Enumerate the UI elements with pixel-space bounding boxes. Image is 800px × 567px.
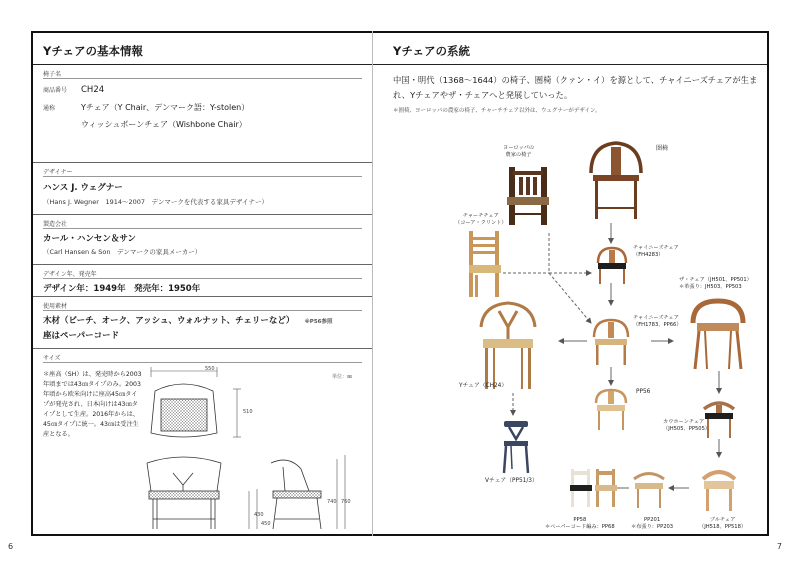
design-release-year: デザイン年：1949年 発売年：1950年: [43, 284, 201, 294]
section-label: 椅子名: [43, 71, 62, 78]
maker-name: カール・ハンセン＆サン: [43, 234, 136, 244]
material-wood: [43, 314, 332, 326]
label-y-chair: Yチェア（CH24）: [459, 383, 508, 389]
page-number-left: 6: [8, 542, 14, 551]
pp58-chair-image: [569, 465, 617, 509]
section-rule: [43, 278, 362, 279]
product-number-key: 商品番号: [43, 87, 68, 94]
alias-row: [43, 102, 249, 113]
section-material: [33, 297, 372, 349]
section-size: [33, 349, 372, 534]
label-pp201: PP201 ＊布張り：PP203: [631, 517, 674, 530]
chinese-chair-fh4283-image: [595, 245, 629, 285]
side-view: [271, 460, 321, 529]
label-pp58: PP58 ＊ペーパーコード編み：PP68: [545, 517, 615, 530]
left-page: [33, 33, 372, 534]
section-designer: [33, 163, 372, 215]
the-chair-image: [689, 297, 747, 371]
alias-key: 通称: [43, 105, 56, 112]
dim-height-2: 760: [341, 499, 351, 505]
intro-text: 中国・明代（1368～1644）の椅子、圏椅（クァン・イ）を源として、チャイニーズチェアが生まれ、Yチェアやザ・チェアへと発展していった。: [393, 75, 758, 100]
pp201-chair-image: [631, 465, 667, 509]
alias-1: Yチェア（Y Chair、デンマーク語：Y-stolen）: [81, 103, 250, 112]
seat-height-note: ＊座高（SH）は、発売時から2003年頃までは43㎝タイプのみ。2003年頃から欧米向けに座高45㎝タイプが発売され、日本向けは43㎝タイプとして生産。2016年からは、45㎝タイプに統一。43㎝は受注生産となる。: [43, 371, 142, 438]
intro-note: ＊圏椅、ヨーロッパの農家の椅子、チャーチチェア以外は、ウェグナーがデザイン。: [393, 108, 601, 114]
section-maker: [33, 215, 372, 265]
dimension-drawing: [133, 363, 369, 533]
label-chinese-chair-fh4283: チャイニーズチェア （FH4283）: [633, 245, 679, 258]
alias-2: ウィッシュボーンチェア（Wishbone Chair）: [81, 120, 247, 129]
page-number-right: 7: [776, 542, 782, 551]
product-number-row: [43, 85, 104, 95]
section-label: デザイン年、発売年: [43, 271, 97, 278]
bull-chair-image: [699, 461, 739, 513]
right-page: [373, 33, 767, 534]
dim-seat-1: 430: [254, 512, 264, 518]
label-cowhorn-chair: カウホーンチェア （JH505、PP505）: [663, 419, 711, 432]
material-seat: 座はペーパーコード: [43, 331, 120, 341]
page-title: Yチェアの基本情報: [43, 44, 143, 58]
unit-label: 単位：㎜: [331, 374, 352, 380]
dim-seat-2: 450: [261, 521, 271, 527]
section-year: [33, 265, 372, 297]
label-church-chair: チャーチチェア （コーア・クリント）: [455, 213, 507, 226]
designer-name: ハンス J. ウェグナー: [43, 183, 123, 193]
v-chair-image: [501, 417, 531, 475]
section-rule: [43, 228, 362, 229]
section-rule: [43, 78, 362, 79]
plan-view: [151, 384, 217, 437]
maker-detail: （Carl Hansen & Son デンマークの家具メーカー）: [43, 248, 202, 256]
material-wood-text: 木材（ビーチ、オーク、アッシュ、ウォルナット、チェリーなど）: [43, 316, 295, 326]
quan-yi-chair-image: [587, 137, 645, 221]
front-view: [147, 457, 221, 529]
label-bull-chair: ブルチェア （JH518、PP518）: [699, 517, 747, 530]
farmhouse-chair-image: [505, 165, 551, 227]
section-rule: [43, 176, 362, 177]
material-wood-note: ※P56参照: [304, 319, 333, 325]
dim-height-1: 740: [327, 499, 337, 505]
page-title: Yチェアの系統: [393, 44, 470, 58]
y-chair-image: [477, 297, 539, 391]
label-chinese-chair-fh1783: チャイニーズチェア （FH1783、PP66）: [633, 315, 682, 328]
chinese-chair-fh1783-image: [591, 317, 631, 367]
section-label: 製造会社: [43, 221, 68, 228]
section-label: サイズ: [43, 355, 61, 362]
label-v-chair: Vチェア（PP51/3）: [485, 478, 538, 484]
product-number: CH24: [81, 85, 105, 95]
label-the-chair: ザ・チェア（JH501、PP501） ＊革張り：JH503、PP503: [679, 277, 752, 290]
dim-depth: 510: [243, 409, 253, 415]
designer-detail: （Hans J. Wegner 1914～2007 デンマークを代表する家具デザイナー）: [43, 198, 268, 206]
label-farmhouse-chair: ヨーロッパの 農家の椅子: [503, 145, 535, 158]
church-chair-image: [465, 229, 505, 299]
section-label: 使用素材: [43, 303, 68, 310]
pp56-chair-image: [593, 387, 629, 431]
section-rule: [43, 310, 362, 311]
section-label: デザイナー: [43, 169, 73, 176]
section-chair-name: [33, 65, 372, 163]
label-pp56: PP56: [636, 389, 651, 395]
dim-width: 550: [205, 366, 215, 372]
label-quan-yi: 圏椅: [656, 145, 669, 152]
